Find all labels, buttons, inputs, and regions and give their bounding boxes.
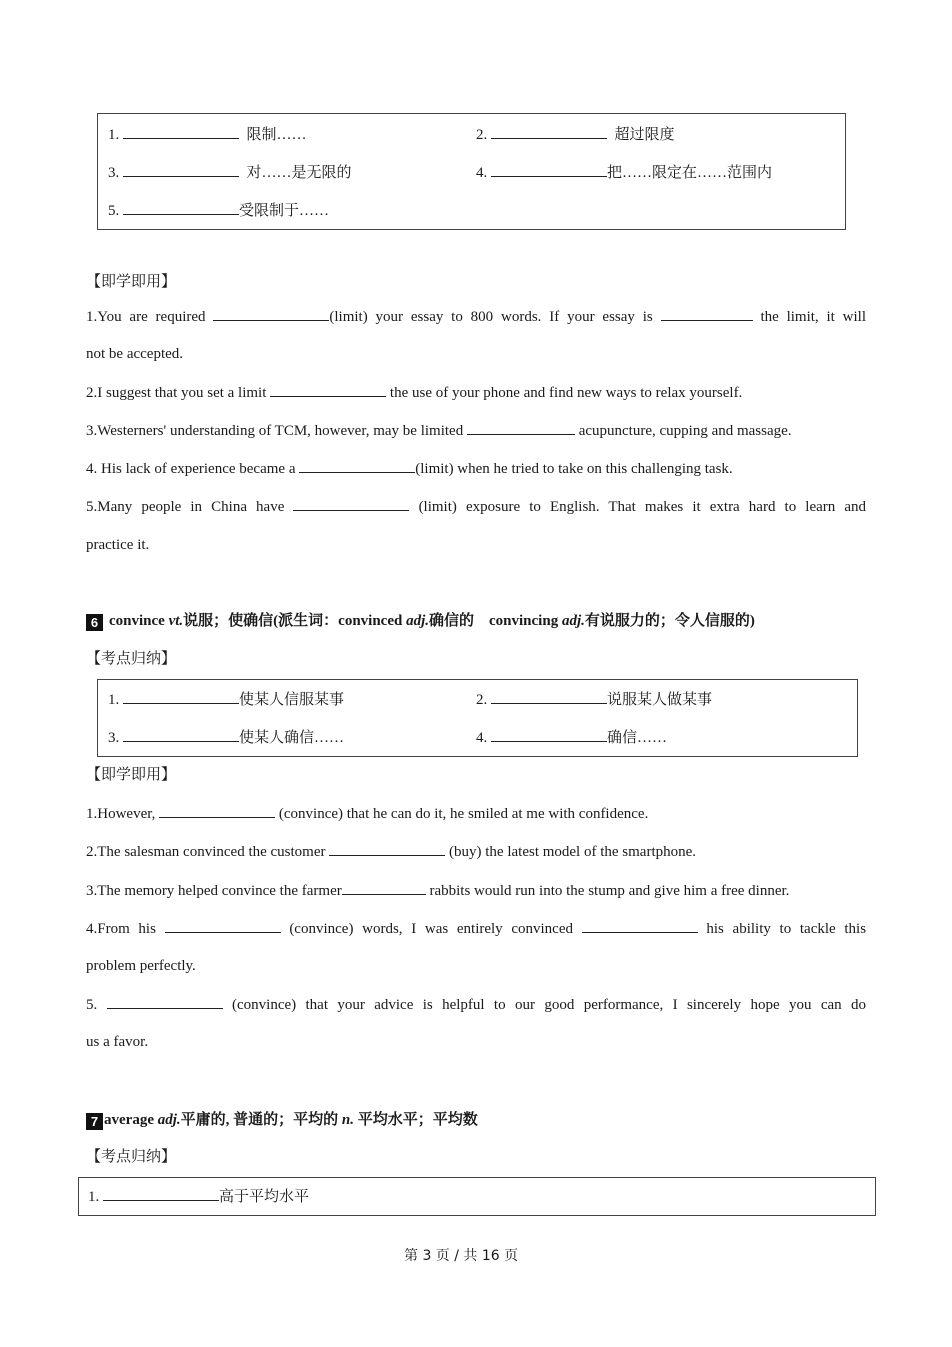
box-item: 2. 说服某人做某事: [476, 689, 712, 710]
section-heading-convince: 6 convince vt.说服；使确信(派生词：convinced adj.确信的 convincing adj.有说服力的；令人信服的): [86, 611, 755, 631]
exercise-line: 3.Westerners' understanding of TCM, however, may be limited acupuncture, cupping and massage.: [86, 420, 792, 441]
summary-box-average: [78, 1177, 876, 1216]
exercise-line: 2.I suggest that you set a limit the use of your phone and find new ways to relax yourself.: [86, 382, 742, 403]
box-item: 1. 高于平均水平: [88, 1186, 309, 1207]
exercise-line: 1.You are required (limit) your essay to 800 words. If your essay is the limit, it will: [86, 306, 866, 327]
answer-blank[interactable]: [107, 994, 223, 1009]
summary-box-convince: [97, 679, 858, 757]
answer-blank[interactable]: [299, 458, 415, 473]
answer-blank[interactable]: [329, 841, 445, 856]
section-number-badge: 6: [86, 614, 103, 631]
exercise-line: 5.Many people in China have (limit) exposure to English. That makes it extra hard to learn and: [86, 496, 866, 517]
exercise-line: 3.The memory helped convince the farmer rabbits would run into the stump and give him a free dinner.: [86, 880, 789, 901]
summary-title: 【考点归纳】: [86, 1149, 177, 1165]
exercise-line: 4.From his (convince) words, I was entirely convinced his ability to tackle this: [86, 918, 866, 939]
summary-box-limit: [97, 113, 846, 230]
box-item: 1. 限制……: [108, 124, 307, 145]
answer-blank[interactable]: [582, 918, 698, 933]
box-item: 3. 对……是无限的: [108, 162, 352, 183]
exercise-line: 4. His lack of experience became a (limit) when he tried to take on this challenging task.: [86, 458, 733, 479]
exercise-line: 5. (convince) that your advice is helpful to our good performance, I sincerely hope you can do: [86, 994, 866, 1015]
exercise-line: us a favor.: [86, 1034, 149, 1050]
exercise-line: 2.The salesman convinced the customer (buy) the latest model of the smartphone.: [86, 841, 696, 862]
practice-title: 【即学即用】: [86, 767, 177, 783]
box-item: 1. 使某人信服某事: [108, 689, 344, 710]
section-heading-average: 7 average adj.平庸的, 普通的；平均的 n. 平均水平；平均数: [86, 1110, 478, 1130]
summary-title: 【考点归纳】: [86, 651, 177, 667]
answer-blank[interactable]: [293, 496, 409, 511]
answer-blank[interactable]: [159, 803, 275, 818]
answer-blank[interactable]: [213, 306, 329, 321]
box-item: 4. 把……限定在……范围内: [476, 162, 772, 183]
exercise-line: practice it.: [86, 537, 150, 553]
page-footer: 第 3 页 / 共 16 页: [404, 1248, 519, 1264]
section-number-badge: 7: [86, 1113, 103, 1130]
practice-title: 【即学即用】: [86, 274, 177, 290]
box-item: 2. 超过限度: [476, 124, 675, 145]
exercise-line: 1.However, (convince) that he can do it, he smiled at me with confidence.: [86, 803, 648, 824]
box-item: 3. 使某人确信……: [108, 727, 344, 748]
answer-blank[interactable]: [342, 880, 426, 895]
answer-blank[interactable]: [661, 306, 753, 321]
box-item: 5. 受限制于……: [108, 200, 329, 221]
box-item: 4. 确信……: [476, 727, 667, 748]
answer-blank[interactable]: [270, 382, 386, 397]
exercise-line: not be accepted.: [86, 346, 184, 362]
exercise-line: problem perfectly.: [86, 958, 196, 974]
answer-blank[interactable]: [165, 918, 281, 933]
answer-blank[interactable]: [467, 420, 575, 435]
